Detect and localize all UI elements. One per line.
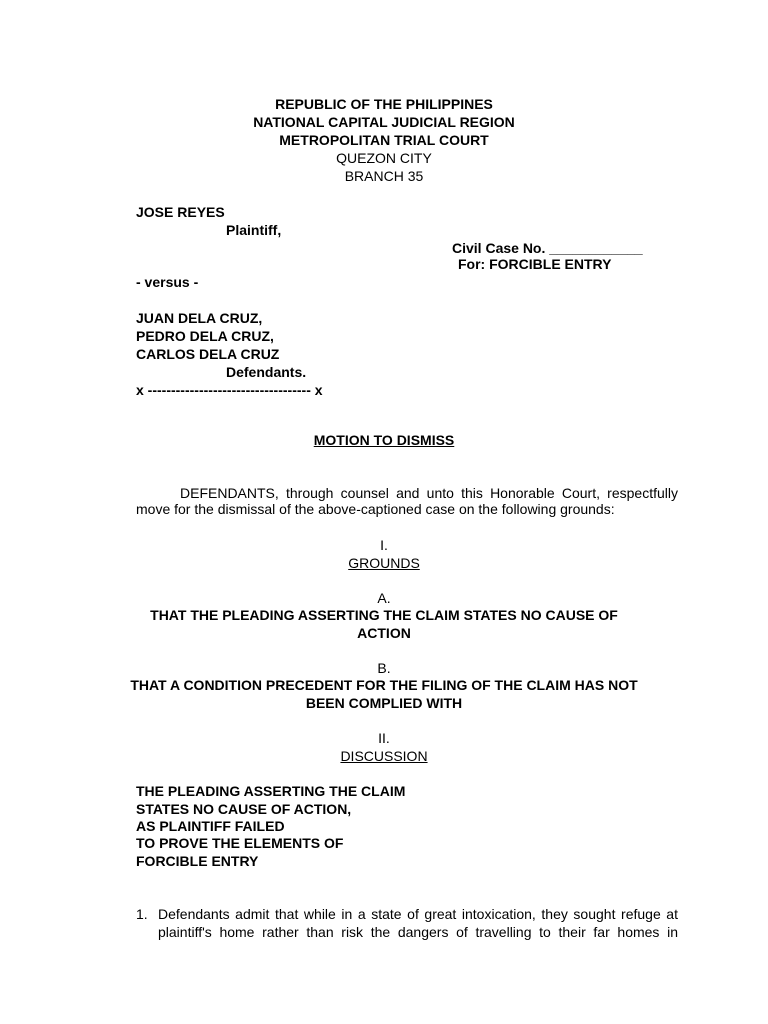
motion-title: MOTION TO DISMISS bbox=[313, 432, 455, 448]
plaintiff-name: JOSE REYES bbox=[136, 204, 225, 220]
discussion-heading-line: AS PLAINTIFF FAILED bbox=[136, 818, 285, 834]
discussion-heading-line: TO PROVE THE ELEMENTS OF bbox=[136, 835, 344, 851]
defendants-label: Defendants. bbox=[226, 364, 307, 380]
ground-letter: A. bbox=[377, 590, 391, 606]
section-title: GROUNDS bbox=[348, 555, 420, 571]
section-title: DISCUSSION bbox=[340, 748, 428, 764]
discussion-heading-line: THE PLEADING ASSERTING THE CLAIM bbox=[136, 783, 406, 799]
caption-separator: x ----------------------------------- x bbox=[136, 382, 323, 398]
defendant-name: JUAN DELA CRUZ, bbox=[136, 310, 263, 326]
case-number: Civil Case No. ____________ bbox=[452, 240, 643, 256]
court-header-republic: REPUBLIC OF THE PHILIPPINES bbox=[275, 96, 493, 112]
discussion-heading-line: STATES NO CAUSE OF ACTION, bbox=[136, 801, 352, 817]
court-header-region: NATIONAL CAPITAL JUDICIAL REGION bbox=[253, 114, 515, 130]
item-text: Defendants admit that while in a state of great intoxication, they sought refuge at bbox=[158, 906, 678, 922]
ground-heading: ACTION bbox=[357, 625, 411, 641]
intro-line: move for the dismissal of the above-captioned case on the following grounds: bbox=[136, 501, 615, 517]
discussion-heading-line: FORCIBLE ENTRY bbox=[136, 853, 259, 869]
defendant-name: PEDRO DELA CRUZ, bbox=[136, 328, 274, 344]
ground-letter: B. bbox=[377, 660, 391, 676]
court-header-city: QUEZON CITY bbox=[336, 150, 432, 166]
item-text: plaintiff's home rather than risk the dangers of travelling to their far homes in bbox=[158, 924, 678, 940]
court-header-court: METROPOLITAN TRIAL COURT bbox=[279, 132, 489, 148]
plaintiff-label: Plaintiff, bbox=[226, 222, 282, 238]
item-number: 1. bbox=[136, 906, 148, 922]
defendant-name: CARLOS DELA CRUZ bbox=[136, 346, 280, 362]
item-line bbox=[158, 923, 678, 941]
court-header-branch: BRANCH 35 bbox=[344, 168, 424, 184]
ground-heading: THAT THE PLEADING ASSERTING THE CLAIM STATES NO CAUSE OF bbox=[150, 607, 618, 623]
case-nature: For: FORCIBLE ENTRY bbox=[458, 256, 612, 272]
ground-heading: THAT A CONDITION PRECEDENT FOR THE FILING OF THE CLAIM HAS NOT bbox=[130, 677, 638, 693]
section-numeral: I. bbox=[380, 537, 388, 553]
versus-label: - versus - bbox=[136, 274, 199, 290]
intro-line: DEFENDANTS, through counsel and unto this Honorable Court, respectfully bbox=[180, 485, 678, 501]
ground-heading: BEEN COMPLIED WITH bbox=[305, 695, 463, 711]
item-line bbox=[158, 905, 678, 923]
section-numeral: II. bbox=[378, 730, 390, 746]
